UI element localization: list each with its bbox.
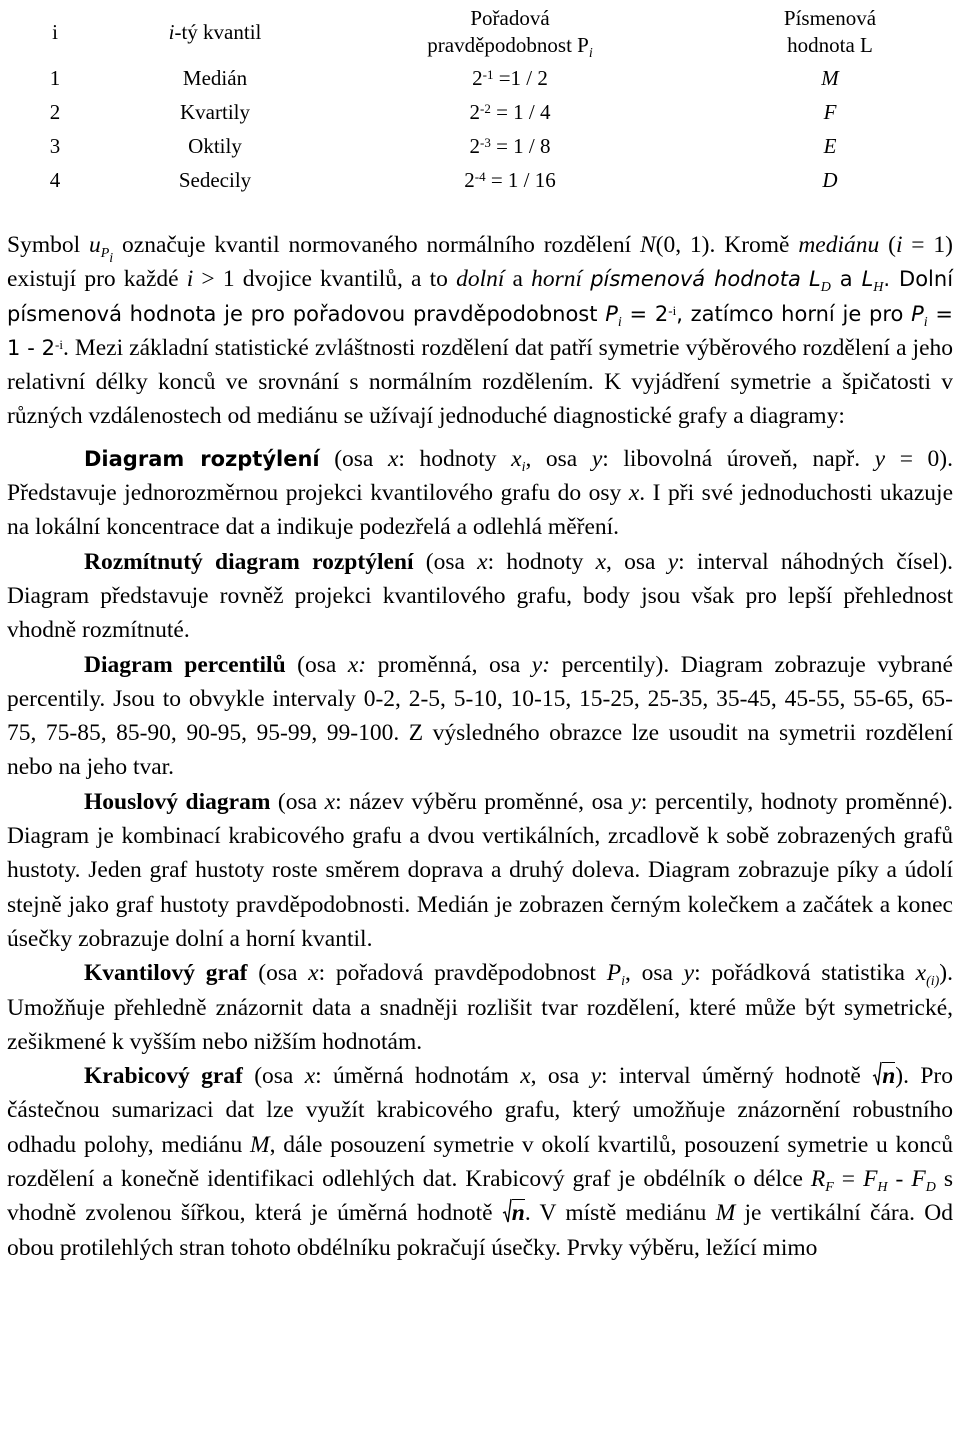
body-text <box>7 228 953 1265</box>
quantile-table <box>0 3 960 197</box>
cell-probability: $2^{-1} =1 / 2$ <box>472 66 548 90</box>
violin-plot-paragraph: Houslový diagram (osa x: název výběru proměnné, osa y: percentily, hodnoty proměnné). Diagram je kombinací krabicového grafu a dvou vertikálních, zrcadlově k sobě zobrazených grafů hustoty. Jeden graf hustoty roste směrem doprava a druhý doleva. Diagram zobrazuje píky a údolí stejně jako graf hustoty pravděpodobnosti. Medián je zobrazen černým kolečkem a začátek a konec úsečky zobrazuje dolní a horní kvantil. <box>7 788 953 952</box>
jittered-scatter-title: Rozmítnutý diagram rozptýlení <box>84 548 414 575</box>
table-header <box>0 3 960 61</box>
header-quantile: i-tý kvantil <box>168 19 262 44</box>
cell-i: 2 <box>49 100 61 124</box>
cell-name: Sedecily <box>178 168 252 192</box>
intro-paragraph: Symbol $u_{P_i}$ označuje kvantil normovaného normálního rozdělení N(0, 1). Kromě mediánu (i = 1) existují pro každé i > 1 dvojice kvantilů, a to dolní a horní písmenová hodnota $L_D$ a $L_H$. Dolní písmenová hodnota je pro pořadovou pravděpodobnost $P_i = 2^{-i}$, zatímco horní je pro $P_i = 1 - 2^{-i}$. Mezi základní statistické zvláštnosti rozdělení dat patří symetrie výběrového rozdělení a jeho relativní délky konců ve srovnání s normálním rozdělením. K vyjádření symetrie a špičatosti v různých vzdálenostech od mediánu se užívají jednoduché diagnostické grafy a diagramy: <box>7 232 954 430</box>
cell-letter: E <box>823 134 837 158</box>
table-row <box>0 163 960 197</box>
violin-plot-title: Houslový diagram <box>84 788 271 815</box>
cell-name: Oktily <box>188 134 242 158</box>
header-i: i <box>52 19 58 44</box>
sqrt-icon <box>502 1198 512 1224</box>
cell-name: Kvartily <box>180 100 250 124</box>
quantile-plot-title: Kvantilový graf <box>84 960 248 987</box>
header-probability: Pořadová pravděpodobnost $P_i$ <box>427 6 593 61</box>
box-plot-paragraph: Krabicový graf (osa x: úměrná hodnotám x, osa y: interval úměrný hodnotě n). Pro částečnou sumarizaci dat lze využít krabicového grafu, který umožňuje znázornění robustního odhadu polohy, mediánu M, dále posouzení symetrie v okolí kvartilů, posouzení symetrie u konců rozdělení a konečně identifikaci odlehlých dat. Krabicový graf je obdélník o délce $R_F = F_H - F_D$ s vhodně zvolenou šířkou, která je úměrná hodnotě n. V místě mediánu M je vertikální čára. Od obou protilehlých stran tohoto obdélníku pokračují úsečky. Prvky výběru, ležící mimo <box>7 1063 953 1261</box>
cell-probability: $2^{-2} = 1 / 4$ <box>469 100 551 124</box>
jittered-scatter-paragraph: Rozmítnutý diagram rozptýlení (osa x: hodnoty x, osa y: interval náhodných čísel). Diagram představuje rovněž projekci kvantilového grafu, body jsou však pro lepší přehlednost vhodně rozmítnuté. <box>7 548 954 644</box>
sqrt-icon <box>872 1061 882 1087</box>
table-row <box>0 61 960 95</box>
cell-i: 4 <box>49 168 61 192</box>
box-plot-title: Krabicový graf <box>84 1063 243 1090</box>
percentile-diagram-title: Diagram percentilů <box>84 651 286 678</box>
percentile-diagram-paragraph: Diagram percentilů (osa x: proměnná, osa y: percentily). Diagram zobrazuje vybrané percentily. Jsou to obvykle intervaly 0-2, 2-5, 5-10, 10-15, 15-25, 25-35, 35-45, 45-55, 55-65, 65-75, 75-85, 85-90, 90-95, 95-99, 99-100. Z výsledného obrazce lze usoudit na symetrii rozdělení nebo na jeho tvar. <box>7 651 953 781</box>
scatter-diagram-title: Diagram rozptýlení <box>84 446 320 471</box>
table-row <box>0 95 960 129</box>
cell-letter: M <box>821 66 839 90</box>
cell-i: 3 <box>49 134 61 158</box>
cell-probability: $2^{-3} = 1 / 8$ <box>469 134 551 158</box>
quantile-plot-paragraph: Kvantilový graf (osa x: pořadová pravděpodobnost $P_i$, osa y: pořádková statistika $x_{(i)}$). Umožňuje přehledně znázornit data a snadněji rozlišit tvar rozdělení, které může být symetrické, zešikmené k vyšším nebo nižším hodnotám. <box>7 960 953 1055</box>
table-row <box>0 129 960 163</box>
cell-name: Medián <box>182 66 248 90</box>
cell-letter: F <box>823 100 837 124</box>
header-letter-value: Písmenová hodnota L <box>783 6 877 57</box>
cell-letter: D <box>822 168 838 192</box>
scatter-diagram-paragraph: Diagram rozptýlení (osa x: hodnoty $x_i$, osa y: libovolná úroveň, např. y = 0). Představuje jednorozměrnou projekci kvantilového grafu do osy x. I při své jednoduchosti ukazuje na lokální koncentrace dat a indikuje podezřelá a odlehlá měření. <box>7 445 953 541</box>
cell-i: 1 <box>49 66 61 90</box>
cell-probability: $2^{-4} = 1 / 16$ <box>464 168 556 192</box>
